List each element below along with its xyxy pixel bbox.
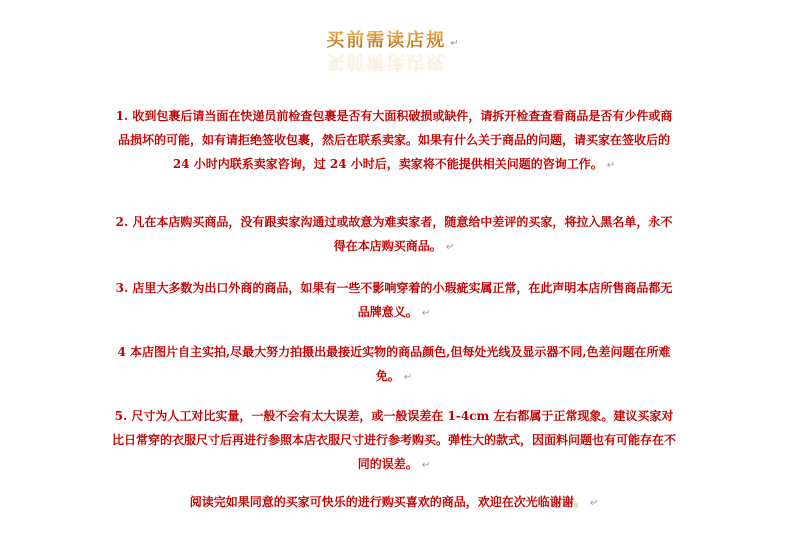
rule-text-3: 3. 店里大多数为出口外商的商品，如果有一些不影响穿着的小瑕疵实属正常，在此声明本店所售商品都无品牌意义。	[115, 281, 673, 319]
paragraph-mark-icon: ↵	[403, 372, 413, 383]
title-block	[0, 28, 785, 72]
closing-paragraph	[110, 490, 678, 516]
rule-paragraph-5	[110, 404, 678, 478]
page-title-text: 买前需读店规	[326, 30, 447, 51]
rule-text-5: 5. 尺寸为人工对比实量，一般不会有太大误差，或一般误差在 1-4cm 左右都属于正常现象。建议买家对比日常穿的衣服尺寸后再进行参照本店衣服尺寸进行参考购买。弹性大的款式，因面料问题也有可能存在不同的误差。	[111, 409, 676, 471]
closing-text: 阅读完如果同意的买家可快乐的进行购买喜欢的商品，欢迎在次光临谢谢	[189, 495, 574, 509]
rule-paragraph-4	[110, 340, 678, 390]
paragraph-mark-icon: ↵	[450, 38, 459, 49]
paragraph-mark-icon: ↵	[421, 460, 431, 471]
closing-dot: 。	[573, 495, 586, 509]
page-title	[326, 28, 447, 72]
rule-paragraph-1	[110, 104, 678, 178]
paragraph-mark-icon: ↵	[589, 498, 599, 509]
rule-paragraph-2	[110, 210, 678, 260]
title-reflection: 买前需读店规	[326, 51, 447, 72]
rule-text-2: 2. 凡在本店购买商品，没有跟卖家沟通过或故意为难卖家者，随意给中差评的买家，将拉入黑名单，永不得在本店购买商品。	[115, 215, 673, 253]
rule-paragraph-3	[110, 276, 678, 326]
paragraph-mark-icon: ↵	[445, 242, 455, 253]
paragraph-mark-icon: ↵	[606, 160, 616, 171]
rule-text-1: 1. 收到包裹后请当面在快递员前检查包裹是否有大面积破损或缺件，请拆开检查查看商品是否有少件或商品损坏的可能，如有请拒绝签收包裹，然后在联系卖家。如果有什么关于商品的问题，请买家在签收后的 24 小时内联系卖家咨询，过 24 小时后，卖家将不能提供相关问题的咨询工作。	[115, 109, 673, 171]
rule-text-4: 4 本店图片自主实拍,尽最大努力拍摄出最接近实物的商品颜色,但每处光线及显示器不同,色差问题在所难免。	[117, 345, 671, 383]
paragraph-mark-icon: ↵	[421, 308, 431, 319]
